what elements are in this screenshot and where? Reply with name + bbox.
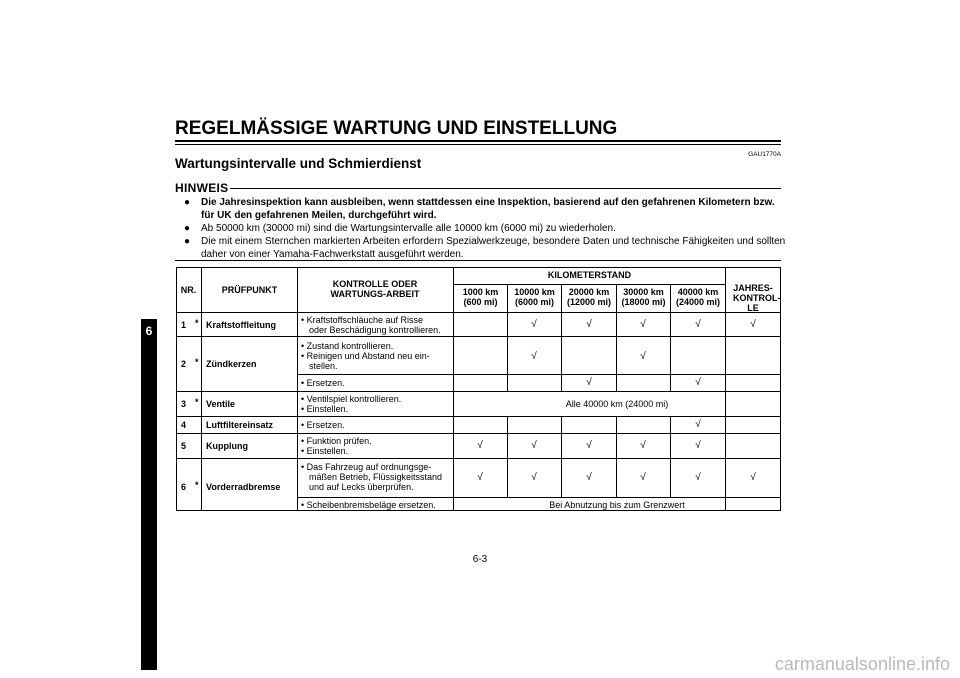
row-item: Zündkerzen [206, 359, 257, 369]
row-task [301, 394, 451, 414]
row-task [301, 436, 451, 456]
row-nr: 2 [181, 359, 187, 369]
interval-mi: (6000 mi) [514, 297, 555, 307]
row-nr: 5 [181, 441, 187, 451]
interval-km: 30000 km [623, 287, 664, 297]
page-title: REGELMÄSSIGE WARTUNG UND EINSTELLUNG [175, 118, 618, 139]
interval-span-text: Bei Abnutzung bis zum Grenzwert [549, 500, 685, 510]
row-nr: 1 [181, 320, 187, 330]
chapter-number: 6 [145, 324, 153, 338]
check-mark-icon: √ [477, 472, 483, 483]
check-mark-icon: √ [695, 377, 701, 388]
bullet-dot-icon: ● [184, 223, 191, 234]
check-mark-icon: √ [586, 319, 592, 330]
row-task [301, 420, 451, 430]
row-item: Kraftstoffleitung [206, 320, 276, 330]
interval-mi: (24000 mi) [675, 297, 721, 307]
row-star: * [195, 318, 199, 328]
header-item: PRÜFPUNKT [221, 285, 278, 295]
check-mark-icon: √ [586, 440, 592, 451]
task-line: mäßen Betrieb, Flüssigkeitsstand [309, 472, 443, 482]
task-line: • Einstellen. [301, 404, 349, 414]
interval-km: 20000 km [568, 287, 610, 297]
row-item: Ventile [206, 399, 236, 409]
task-line: • Zustand kontrollieren. [301, 341, 394, 351]
check-mark-icon: √ [640, 472, 646, 483]
task-line: und auf Lecks überprüfen. [309, 482, 414, 492]
check-mark-icon: √ [640, 351, 646, 362]
check-mark-icon: √ [750, 319, 756, 330]
note-text: Die Jahresinspektion kann ausbleiben, wenn stattdessen eine Inspektion, basierend auf den gefahrenen Kilometern bzw. für UK den gefahrenen Meilen, durchgeführt wird. [201, 197, 775, 221]
task-line: oder Beschädigung kontrollieren. [309, 325, 441, 335]
hinweis-label: HINWEIS [175, 181, 229, 195]
header-nr: NR. [180, 285, 197, 295]
check-mark-icon: √ [531, 440, 537, 451]
check-mark-icon: √ [695, 319, 701, 330]
bullet-dot-icon: ● [184, 236, 191, 247]
row-task [301, 500, 453, 510]
header-interval [454, 287, 507, 307]
header-work: KONTROLLE ODER WARTUNGS-ARBEIT [330, 279, 420, 299]
row-item: Kupplung [206, 441, 248, 451]
row-task [301, 462, 453, 492]
page-number: 6-3 [472, 554, 488, 565]
task-line: • Ventilspiel kontrollieren. [301, 394, 402, 404]
check-mark-icon: √ [586, 377, 592, 388]
interval-km: 40000 km [677, 287, 719, 297]
check-mark-icon: √ [531, 472, 537, 483]
header-km-group: KILOMETERSTAND [547, 270, 632, 280]
check-mark-icon: √ [695, 440, 701, 451]
interval-mi: (18000 mi) [621, 297, 666, 307]
check-mark-icon: √ [640, 440, 646, 451]
row-task [301, 378, 451, 388]
interval-km: 10000 km [514, 287, 555, 297]
row-nr: 4 [181, 420, 187, 430]
row-nr: 3 [181, 399, 187, 409]
check-mark-icon: √ [695, 419, 701, 430]
watermark: carmanualsonline.info [774, 654, 950, 674]
header-interval [671, 287, 725, 307]
task-line: • Das Fahrzeug auf ordnungsge- [301, 462, 432, 472]
task-line: • Ersetzen. [301, 378, 345, 388]
check-mark-icon: √ [531, 319, 537, 330]
interval-km: 1000 km [462, 287, 499, 297]
task-line: stellen. [309, 361, 338, 371]
section-subtitle: Wartungsintervalle und Schmierdienst [175, 156, 422, 171]
row-task [301, 341, 451, 371]
check-mark-icon: √ [477, 440, 483, 451]
check-mark-icon: √ [531, 351, 537, 362]
task-line: • Einstellen. [301, 446, 349, 456]
interval-span-text: Alle 40000 km (24000 mi) [565, 399, 669, 409]
header-interval [508, 287, 561, 307]
header-interval [562, 287, 616, 307]
row-item: Luftfiltereinsatz [206, 420, 274, 430]
row-star: * [195, 397, 199, 407]
task-line: • Kraftstoffschläuche auf Risse [301, 315, 424, 325]
task-line: • Funktion prüfen. [301, 436, 372, 446]
section-code: GAU1770A [748, 151, 781, 158]
bullet-dot-icon: ● [184, 197, 191, 208]
task-line: • Ersetzen. [301, 420, 345, 430]
task-line: • Reinigen und Abstand neu ein- [301, 351, 430, 361]
interval-mi: (12000 mi) [566, 297, 612, 307]
check-mark-icon: √ [695, 472, 701, 483]
check-mark-icon: √ [586, 472, 592, 483]
row-task [301, 315, 451, 335]
row-nr: 6 [181, 482, 187, 492]
row-star: * [195, 357, 199, 367]
note-text: Ab 50000 km (30000 mi) sind die Wartungsintervalle alle 10000 km (6000 mi) zu wiederholen. [201, 223, 616, 234]
note-text: Die mit einem Sternchen markierten Arbeiten erfordern Spezialwerkzeuge, besondere Daten und technische Fähigkeiten und sollten daher von einer Yamaha-Fachwerkstatt ausgeführt werden. [201, 236, 786, 260]
check-mark-icon: √ [640, 319, 646, 330]
row-item: Vorderradbremse [206, 482, 281, 492]
row-star: * [195, 480, 199, 490]
header-interval [617, 287, 670, 307]
task-line: • Scheibenbremsbeläge ersetzen. [301, 500, 436, 510]
check-mark-icon: √ [750, 472, 756, 483]
header-annual: JAHRES-KONTROL-LE [733, 283, 781, 313]
interval-mi: (600 mi) [463, 297, 498, 307]
